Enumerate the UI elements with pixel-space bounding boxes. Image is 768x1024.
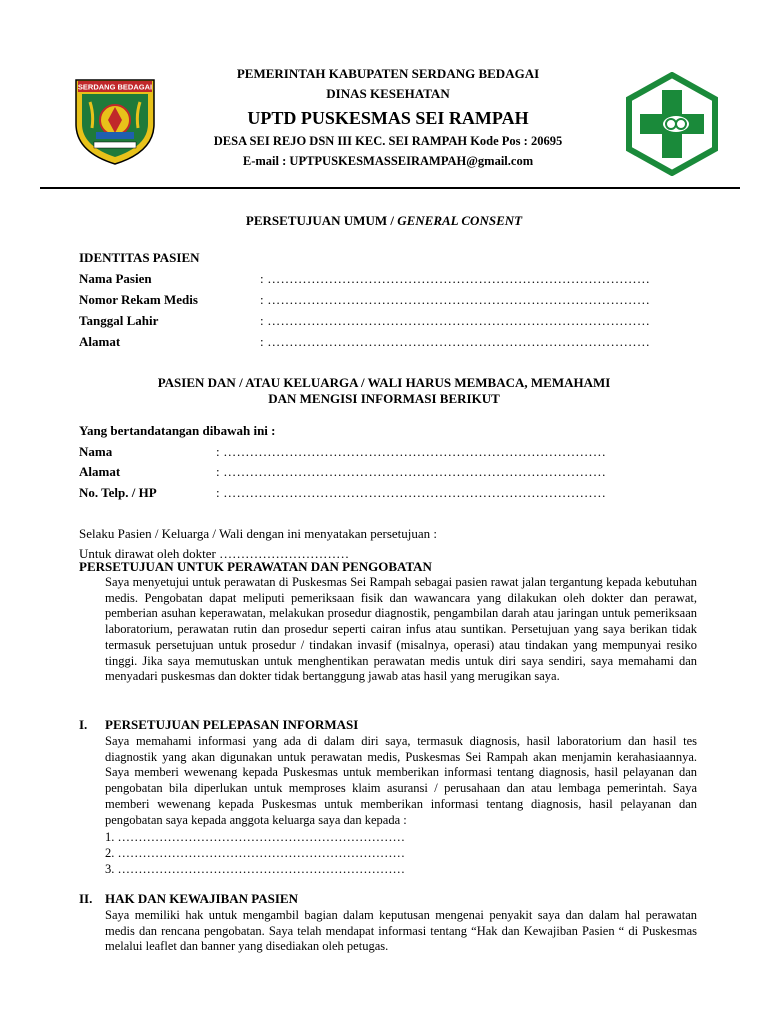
section-1-text: Saya memahami informasi yang ada di dalam diri saya, termasuk diagnosis, hasil laboratorium dan hasil tes diagnostik yang akan digunakan untuk perawatan medis, Puskesmas Sei Rampah akan menjamin kerahasiaannya. Saya memberi wewenang kepada Puskesmas untuk memberikan informasi tentang diagnosis, hasil pelayanan dan pengobatan bila diperlukan untuk memproses klaim asuransi / perusahaan dan atau lembaga pemerintah. Saya memberi wewenang kepada Puskesmas untuk memberikan informasi tentang diagnosis, hasil pelayanan dan pengobatan saya kepada anggota keluarga saya dan kepada : xyxy=(105,734,697,827)
section-2-heading xyxy=(79,891,298,907)
letterhead xyxy=(160,64,616,171)
field-nama xyxy=(79,444,606,460)
field-alamat xyxy=(79,464,606,480)
section-care-heading: PERSETUJUAN UNTUK PERAWATAN DAN PENGOBATAN xyxy=(79,559,432,574)
signer-heading: Yang bertandatangan dibawah ini : xyxy=(79,423,276,438)
section-2-text: Saya memiliki hak untuk mengambil bagian dalam keputusan mengenai penyakit saya dan dalam hal perawatan medis dan rencana pengobatan. Saya telah mendapat informasi tentang “Hak dan Kewajiban Pasien “ di Puskesmas melalui leaflet dan banner yang disediakan oleh petugas. xyxy=(105,908,697,954)
instruction-line-2: DAN MENGISI INFORMASI BERIKUT xyxy=(268,391,500,406)
statement-text: Selaku Pasien / Keluarga / Wali dengan ini menyatakan persetujuan : xyxy=(79,526,438,541)
section-title: HAK DAN KEWAJIBAN PASIEN xyxy=(105,891,298,906)
doctor-line: Untuk dirawat oleh dokter ………………………… xyxy=(79,546,350,561)
puskesmas-logo-icon xyxy=(624,72,720,176)
instruction-line-1: PASIEN DAN / ATAU KELUARGA / WALI HARUS MEMBACA, MEMAHAMI xyxy=(157,375,611,390)
field-tanggal-lahir xyxy=(79,313,650,329)
field-label: No. Telp. / HP xyxy=(79,485,157,500)
letterhead-department: DINAS KESEHATAN xyxy=(326,86,450,101)
field-label: Nomor Rekam Medis xyxy=(79,292,198,307)
field-telp xyxy=(79,485,606,501)
letterhead-institution: UPTD PUSKESMAS SEI RAMPAH xyxy=(247,108,529,128)
recipient-line-2: 2. …………………………………………………………… xyxy=(105,846,405,860)
letterhead-email: E-mail : UPTPUSKESMASSEIRAMPAH@gmail.com xyxy=(242,154,534,168)
section-title: PERSETUJUAN PELEPASAN INFORMASI xyxy=(105,717,359,732)
field-blank: : …………………………………………………………………………… xyxy=(216,444,607,459)
field-label: Tanggal Lahir xyxy=(79,313,159,328)
serdang-bedagai-crest-icon xyxy=(70,74,160,166)
field-blank: : …………………………………………………………………………… xyxy=(260,313,651,328)
section-number: II. xyxy=(79,891,93,906)
field-label: Alamat xyxy=(79,464,121,479)
field-label: Alamat xyxy=(79,334,121,349)
field-label: Nama Pasien xyxy=(79,271,152,286)
section-1-heading xyxy=(79,717,358,733)
document-title xyxy=(0,213,768,229)
field-blank: : …………………………………………………………………………… xyxy=(260,292,651,307)
title-main: PERSETUJUAN UMUM / xyxy=(245,213,398,228)
identitas-heading: IDENTITAS PASIEN xyxy=(79,250,200,265)
field-blank: : …………………………………………………………………………… xyxy=(260,334,651,349)
field-label: Nama xyxy=(79,444,113,459)
field-blank: : …………………………………………………………………………… xyxy=(216,485,607,500)
title-italic: GENERAL CONSENT xyxy=(397,213,523,228)
recipient-line-1: 1. …………………………………………………………… xyxy=(105,830,405,844)
svg-text:SERDANG BEDAGAI: SERDANG BEDAGAI xyxy=(77,82,153,92)
letterhead-address: DESA SEI REJO DSN III KEC. SEI RAMPAH Kode Pos : 20695 xyxy=(213,134,563,148)
field-blank: : …………………………………………………………………………… xyxy=(260,271,651,286)
section-care-text: Saya menyetujui untuk perawatan di Puskesmas Sei Rampah sebagai pasien rawat jalan tergantung kepada kebutuhan medis. Pengobatan dapat meliputi pemeriksaan fisik dan wawancara yang dilakukan oleh dokter dan perawat, pemberian asuhan keperawatan, melakukan prosedur diagnostik, pengambilan darah atau jaringan untuk pemeriksaan laboratorium, perawatan rutin dan prosedur seperti cairan infus atau suntikan. Persetujuan yang saya berikan tidak termasuk persetujuan untuk prosedur / tindakan invasif (misalnya, operasi) atau tindakan yang mempunyai resiko tinggi. Jika saya memutuskan untuk menghentikan perawatan medis untuk diri saya sendiri, saya memahami dan menyadari puskesmas dan dokter tidak bertanggung jawab atas hasil yang merugikan saya. xyxy=(105,575,697,684)
header-divider xyxy=(40,187,740,189)
section-number: I. xyxy=(79,717,88,732)
field-nomor-rekam-medis xyxy=(79,292,650,308)
field-alamat-pasien xyxy=(79,334,650,350)
recipient-line-3: 3. …………………………………………………………… xyxy=(105,862,405,876)
field-nama-pasien xyxy=(79,271,650,287)
letterhead-government: PEMERINTAH KABUPATEN SERDANG BEDAGAI xyxy=(236,66,540,81)
field-blank: : …………………………………………………………………………… xyxy=(216,464,607,479)
